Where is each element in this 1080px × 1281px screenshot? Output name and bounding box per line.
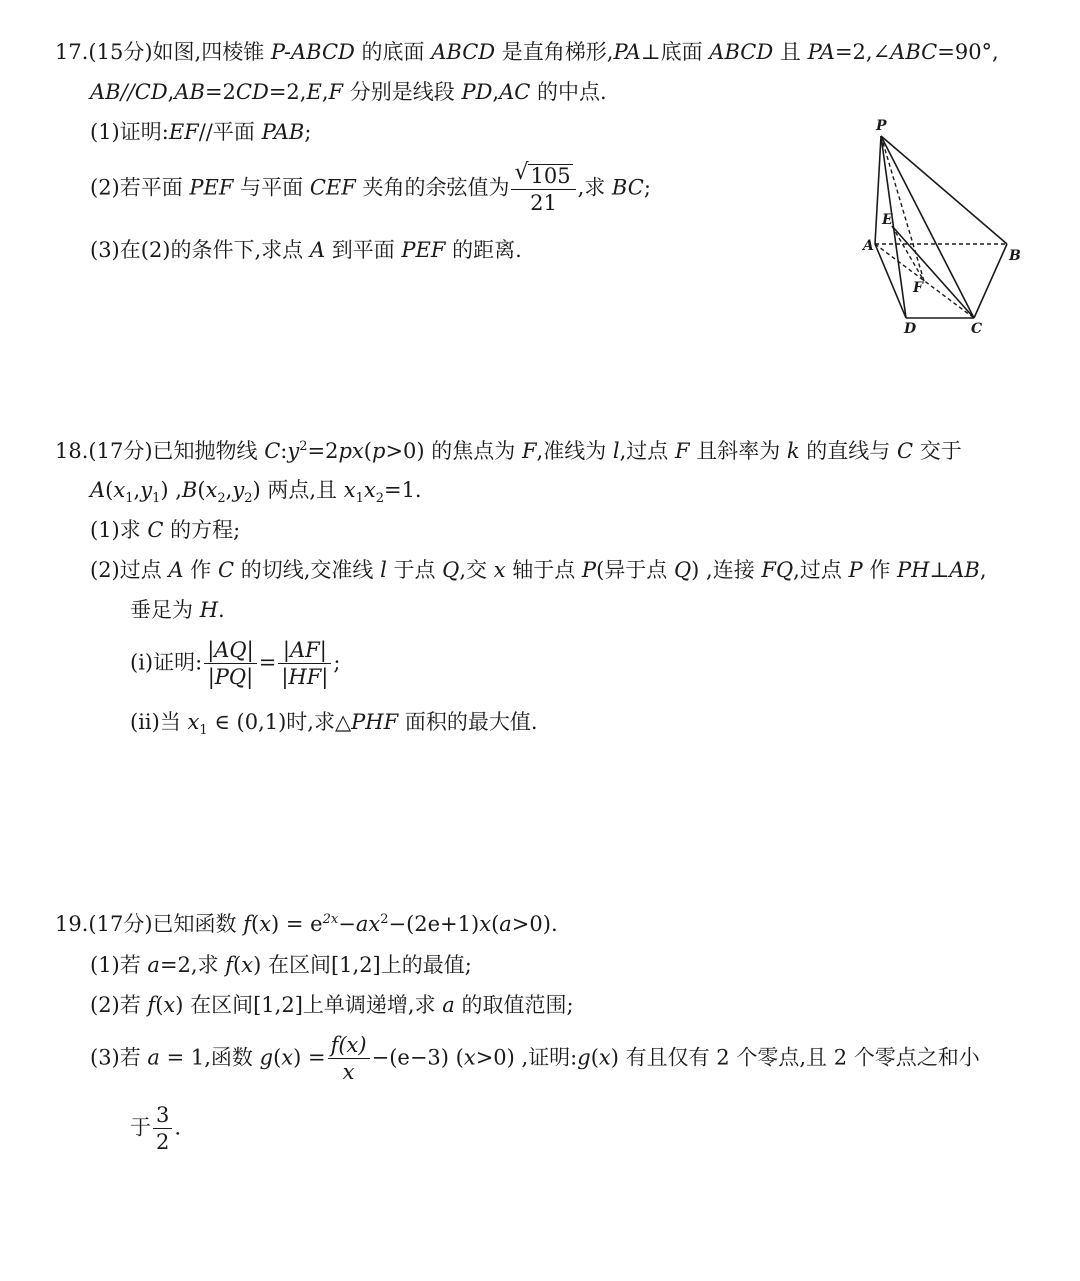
text: . (174, 1115, 182, 1140)
fraction-denominator: |PQ| (207, 665, 254, 689)
fraction-af-hf (278, 640, 331, 688)
text: , (321, 80, 329, 104)
label-B: B (1009, 248, 1021, 264)
superscript: 2 (380, 912, 389, 927)
problem-19-part-2 (90, 995, 574, 1016)
math: g (577, 1045, 591, 1070)
problem-score: (17分) (88, 439, 153, 463)
text: ,交 (459, 558, 494, 582)
fraction-numerator: f(x) (328, 1035, 370, 1059)
problem-17-part-3 (90, 240, 522, 261)
problem-18-stem-line1 (55, 440, 962, 462)
text: ,过点 (619, 439, 675, 463)
math: x (463, 1045, 476, 1070)
math: AB//CD (90, 80, 168, 104)
fraction-denominator: |HF| (281, 665, 329, 689)
text: ,求 (577, 175, 612, 200)
problem-score: (15分) (88, 40, 153, 64)
text: 于点 (386, 558, 443, 582)
text: ; (643, 175, 651, 200)
superscript: 2x (322, 912, 339, 927)
text: 与平面 (233, 175, 310, 200)
text: (2)若平面 (90, 175, 190, 200)
fraction-fx-over-x (328, 1035, 370, 1083)
math: x (598, 1045, 611, 1070)
math: y (140, 478, 153, 502)
math: PAB (261, 120, 305, 144)
text: 面积的最大值. (398, 710, 538, 734)
math: k (786, 439, 800, 463)
fraction-three-halves (153, 1105, 172, 1153)
square-root (514, 160, 572, 188)
text: ; (304, 120, 312, 144)
math: x (241, 953, 254, 977)
fraction-denominator: 2 (156, 1130, 170, 1154)
math: F (521, 439, 537, 463)
text: ( (590, 1045, 599, 1070)
text: ( (250, 912, 260, 936)
math: f (147, 993, 156, 1017)
radical-sign: √ (514, 160, 529, 185)
text: = 1,函数 (159, 1045, 260, 1070)
subscript: 1 (125, 491, 134, 507)
text: (异于点 (596, 558, 674, 582)
math: P (581, 558, 597, 582)
subscript: 2 (244, 491, 253, 507)
text: =2 (204, 80, 236, 104)
text: ( (363, 439, 372, 463)
math: x (187, 710, 200, 734)
text: ) ,连接 (691, 558, 762, 582)
math: x (205, 478, 218, 502)
math: y (287, 439, 300, 463)
fraction-denominator: 21 (530, 191, 557, 215)
text: ( (197, 478, 206, 502)
text: 垂足为 (130, 598, 200, 622)
text: 是直角梯形, (495, 40, 614, 64)
text: 的底面 (354, 40, 432, 64)
math: x (163, 993, 176, 1017)
math: F (328, 80, 344, 104)
text: , (225, 478, 233, 502)
text: ) 在区间[1,2]上单调递增,求 (175, 993, 443, 1017)
math: ABCD (431, 40, 496, 64)
problem-number: 19. (55, 912, 89, 936)
math: PA (613, 40, 641, 64)
fraction-numerator (511, 160, 575, 190)
text: , (167, 80, 175, 104)
math: ax (355, 912, 381, 936)
text: (1)证明: (90, 120, 169, 144)
problem-18-part-2-ii (130, 712, 538, 737)
math: a (499, 912, 512, 936)
math: P (848, 558, 863, 582)
fraction-numerator: 3 (153, 1105, 172, 1129)
math: PD (461, 80, 493, 104)
text: ; (333, 650, 341, 675)
text: ⊥ (929, 558, 950, 582)
text: ( (155, 993, 164, 1017)
math: AC (499, 80, 531, 104)
math: PEF (401, 238, 446, 262)
text: 如图,四棱锥 (152, 40, 271, 64)
text: (1)若 (90, 953, 148, 977)
text: 的距离. (445, 238, 522, 262)
math: a (147, 953, 160, 977)
text: (i)证明: (130, 650, 203, 675)
math: x (493, 558, 506, 582)
math: f (243, 912, 251, 936)
edge-CB (974, 244, 1007, 318)
text: , (133, 478, 141, 502)
text: =90°, (937, 40, 999, 64)
math: EF (168, 120, 199, 144)
text: 夹角的余弦值为 (355, 175, 510, 200)
math: x (259, 912, 272, 936)
text: ) , (160, 478, 182, 502)
text: (1)求 (90, 518, 148, 542)
pyramid-figure (862, 116, 1027, 341)
math: x (363, 478, 376, 502)
text: ,过点 (793, 558, 849, 582)
math: CD (235, 80, 269, 104)
text: (ii)当 (130, 710, 188, 734)
math: l (612, 439, 620, 463)
math: H (199, 598, 219, 622)
text: ( (233, 953, 242, 977)
text: >0). (511, 912, 558, 936)
text: 已知函数 (152, 912, 244, 936)
problem-18-part-2-line2 (130, 600, 225, 621)
math: C (264, 439, 281, 463)
text: 到平面 (325, 238, 402, 262)
problem-19-part-3-line2 (130, 1105, 181, 1153)
math: CEF (309, 175, 356, 200)
text: ) 有且仅有 2 个零点,且 2 个零点之和小 (610, 1045, 980, 1070)
label-E: E (882, 212, 893, 228)
math: a (442, 993, 455, 1017)
problem-17-stem-line1 (55, 42, 999, 63)
math: Q (673, 558, 692, 582)
text: (2)若 (90, 993, 148, 1017)
text: (3)若 (90, 1045, 148, 1070)
text: =2, (268, 80, 307, 104)
label-A: A (863, 238, 874, 254)
text: 轴于点 (505, 558, 582, 582)
fraction-aq-pq (204, 640, 257, 688)
math: g (259, 1045, 274, 1070)
problem-score: (17分) (88, 912, 153, 936)
text: ( (105, 478, 114, 502)
subscript: 1 (199, 723, 208, 739)
edge-PA (875, 136, 881, 244)
text: =2,求 (159, 953, 226, 977)
text: −(2e+1) (388, 912, 480, 936)
label-C: C (971, 321, 983, 337)
text: 的切线,交准线 (234, 558, 381, 582)
subscript: 1 (152, 491, 161, 507)
problem-18-part-2-i (130, 640, 340, 688)
math: C (147, 518, 164, 542)
text: =2 (307, 439, 339, 463)
math: PH (897, 558, 930, 582)
math: F (674, 439, 690, 463)
problem-18-stem-line2 (90, 480, 422, 505)
problem-number: 18. (55, 439, 89, 463)
problem-18-part-1 (90, 520, 240, 541)
problem-18-part-2-line1 (90, 560, 987, 581)
text: ,准线为 (536, 439, 613, 463)
math: PHF (351, 710, 399, 734)
text: //平面 (198, 120, 262, 144)
text: 的取值范围; (454, 993, 574, 1017)
math: A (168, 558, 184, 582)
math: f (225, 953, 234, 977)
problem-19-stem (55, 913, 558, 935)
text: 的中点. (530, 80, 607, 104)
problem-17-part-1 (90, 122, 311, 143)
label-P: P (876, 118, 887, 134)
problem-17-part-2 (90, 160, 651, 215)
math: x (479, 912, 492, 936)
text: ∈ (0,1)时,求△ (207, 710, 352, 734)
text: 作 (862, 558, 898, 582)
text: 且斜率为 (689, 439, 787, 463)
math: PEF (189, 175, 234, 200)
text: : (280, 439, 288, 463)
text: ⊥底面 (640, 40, 710, 64)
text: (3)在(2)的条件下,求点 (90, 238, 310, 262)
text: 且 (773, 40, 808, 64)
text: =1. (383, 478, 422, 502)
subscript: 2 (217, 491, 226, 507)
text: (2)过点 (90, 558, 169, 582)
subscript: 1 (355, 491, 364, 507)
text: ) 在区间[1,2]上的最值; (253, 953, 472, 977)
text: 作 (183, 558, 218, 582)
math: p (371, 439, 386, 463)
math: Q (442, 558, 460, 582)
math: A (309, 238, 326, 262)
problem-number: 17. (55, 40, 89, 64)
text: 已知抛物线 (152, 439, 265, 463)
text: 的方程; (163, 518, 241, 542)
math: x (343, 478, 356, 502)
text: 于 (130, 1115, 151, 1140)
edge-PB (881, 136, 1007, 244)
text: , (492, 80, 500, 104)
label-D: D (904, 321, 917, 337)
fraction-denominator: x (342, 1060, 355, 1084)
text: ( (273, 1045, 282, 1070)
problem-19-part-1 (90, 955, 472, 976)
math: AB (174, 80, 205, 104)
math: y (232, 478, 245, 502)
math: px (338, 439, 364, 463)
superscript: 2 (299, 439, 308, 454)
text: >0) 的焦点为 (385, 439, 522, 463)
text: ) 两点,且 (252, 478, 344, 502)
text: . (218, 598, 225, 622)
math: AB (949, 558, 980, 582)
problem-17-stem-line2 (90, 82, 607, 103)
math: A (90, 478, 106, 502)
math: C (217, 558, 235, 582)
math: C (896, 439, 914, 463)
label-F: F (913, 280, 923, 296)
text: ( (491, 912, 500, 936)
text: 分别是线段 (343, 80, 462, 104)
text: −(e−3) ( (371, 1045, 464, 1070)
math: BC (611, 175, 644, 200)
text: =2,∠ (834, 40, 891, 64)
fraction-numerator: |AQ| (204, 640, 257, 664)
text: = (258, 650, 277, 675)
math: ABC (890, 40, 938, 64)
text: ) = e (271, 912, 323, 936)
math: PA (807, 40, 835, 64)
math: P-ABCD (270, 40, 355, 64)
radicand: 105 (530, 164, 571, 188)
math: ABCD (709, 40, 774, 64)
text: 的直线与 (799, 439, 897, 463)
text: − (338, 912, 356, 936)
problem-19-part-3-line1 (90, 1035, 980, 1083)
math: B (181, 478, 198, 502)
math: E (306, 80, 322, 104)
text: ) = (293, 1045, 326, 1070)
math: a (147, 1045, 160, 1070)
fraction-numerator: |AF| (278, 640, 331, 664)
text: , (979, 558, 987, 582)
text: >0) ,证明: (475, 1045, 578, 1070)
math: x (113, 478, 126, 502)
math: l (380, 558, 387, 582)
math: FQ (761, 558, 794, 582)
math: x (281, 1045, 294, 1070)
cosine-fraction (511, 160, 575, 215)
text: 交于 (913, 439, 962, 463)
subscript: 2 (375, 491, 384, 507)
